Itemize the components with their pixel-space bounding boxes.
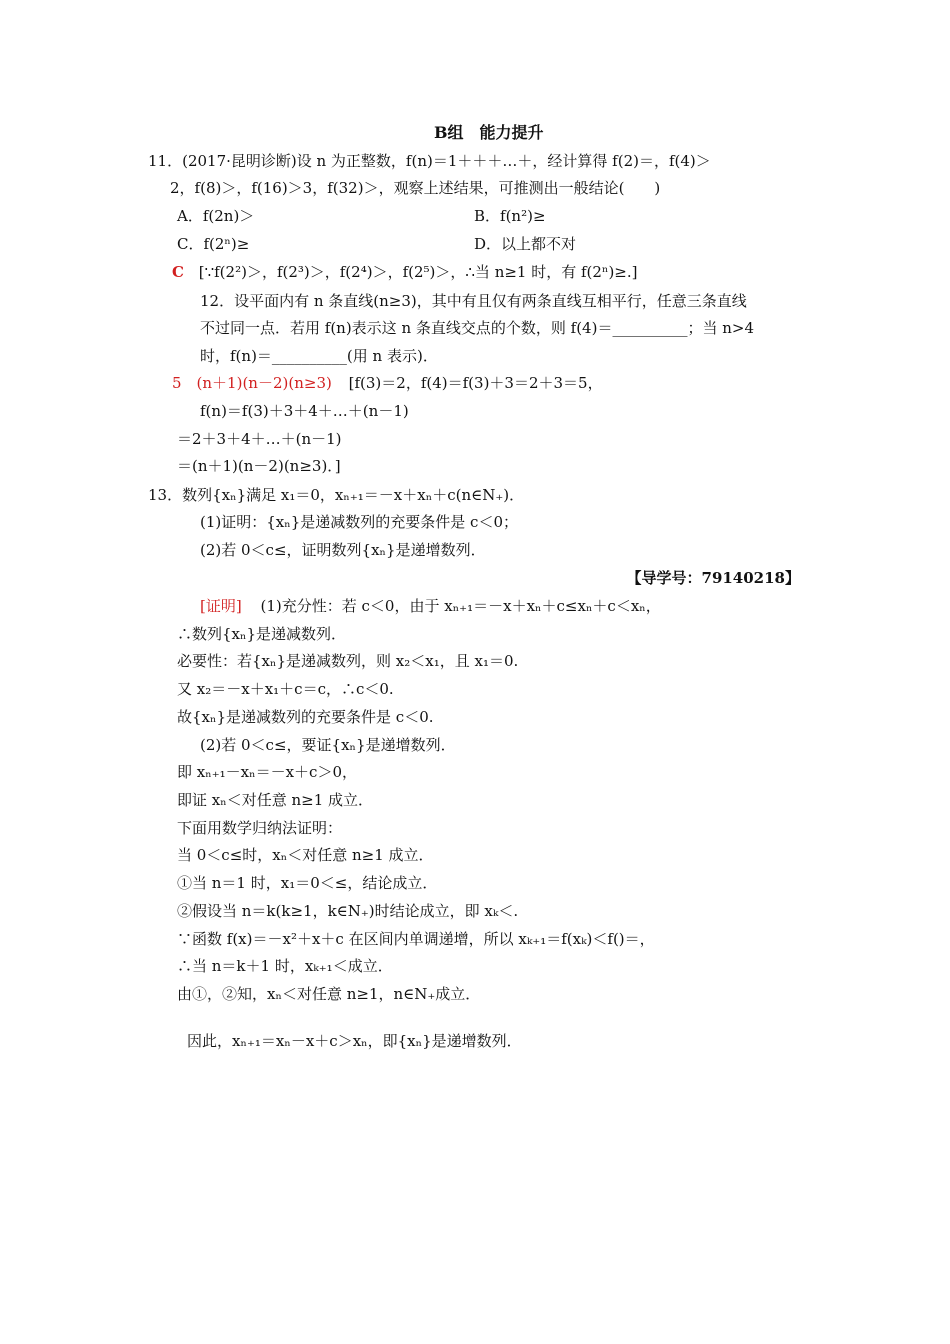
q12-answer (172, 373, 603, 393)
q11-line-1: 11．(2017·昆明诊断)设 n 为正整数，f(n)＝1＋＋＋…＋，经计算得 f(2)＝，f(4)＞ (148, 152, 711, 170)
guide-number: 【导学号：79140218】 (626, 569, 800, 587)
proof-line-6: (2)若 0＜c≤，要证{xₙ}是递增数列． (200, 736, 456, 754)
q12-step-2: ＝2＋3＋4＋…＋(n－1) (177, 430, 342, 448)
proof-conclusion: 因此，xₙ₊₁＝xₙ－x＋c＞xₙ，即{xₙ}是递增数列． (187, 1032, 522, 1050)
q11-line-2: 2，f(8)＞，f(16)＞3，f(32)＞，观察上述结果，可推测出一般结论( ) (170, 179, 661, 197)
proof-line-12: ②假设当 n＝k(k≥1，k∈N₊)时结论成立，即 xₖ＜. (177, 902, 519, 920)
proof-line-10: 当 0＜c≤时，xₙ＜对任意 n≥1 成立． (177, 846, 434, 864)
q12-answer-explanation: [f(3)＝2，f(4)＝f(3)＋3＝2＋3＝5， (348, 374, 603, 392)
proof-line-2: ∴数列{xₙ}是递减数列． (177, 625, 347, 643)
q12-line-1: 12．设平面内有 n 条直线(n≥3)，其中有且仅有两条直线互相平行，任意三条直线 (200, 292, 747, 310)
proof-tag: [证明] (200, 597, 242, 615)
q11-option-a: A．f(2n)＞ (177, 207, 255, 225)
proof-line-8: 即证 xₙ＜对任意 n≥1 成立． (177, 791, 374, 809)
q11-option-c: C．f(2ⁿ)≥ (177, 235, 250, 253)
q12-answer-values: 5 (n＋1)(n－2)(n≥3) (172, 374, 332, 392)
proof-line-13: ∵函数 f(x)＝－x²＋x＋c 在区间内单调递增，所以 xₖ₊₁＝f(xₖ)＜f()＝， (177, 930, 655, 948)
proof-line-1 (200, 596, 661, 616)
q11-answer (172, 262, 637, 282)
proof-line-9: 下面用数学归纳法证明： (177, 819, 343, 837)
q11-option-d: D．以上都不对 (474, 235, 577, 253)
proof-line-15: 由①，②知，xₙ＜对任意 n≥1，n∈N₊成立． (177, 985, 481, 1003)
proof-line-3: 必要性：若{xₙ}是递减数列，则 x₂＜x₁，且 x₁＝0. (177, 652, 519, 670)
proof-sufficiency: (1)充分性：若 c＜0，由于 xₙ₊₁＝－x＋xₙ＋c≤xₙ＋c＜xₙ， (260, 597, 661, 615)
q11-option-b: B．f(n²)≥ (474, 207, 546, 225)
q13-line-1: 13．数列{xₙ}满足 x₁＝0，xₙ₊₁＝－x＋xₙ＋c(n∈N₊)． (148, 486, 525, 504)
q12-line-3: 时，f(n)＝__________(用 n 表示)． (200, 347, 438, 365)
q12-step-3: ＝(n＋1)(n－2)(n≥3)．] (177, 457, 341, 475)
q12-step-1: f(n)＝f(3)＋3＋4＋…＋(n－1) (200, 402, 409, 420)
proof-line-7: 即 xₙ₊₁－xₙ＝－x＋c＞0， (177, 763, 358, 781)
q12-line-2: 不过同一点．若用 f(n)表示这 n 条直线交点的个数，则 f(4)＝__________；当 n>4 (200, 319, 754, 337)
q11-answer-explanation: [∵f(2²)＞，f(2³)＞，f(2⁴)＞，f(2⁵)＞，∴当 n≥1 时，有 f(2ⁿ)≥.] (198, 263, 638, 281)
q13-line-2: (1)证明：{xₙ}是递减数列的充要条件是 c＜0； (200, 513, 518, 531)
proof-line-4: 又 x₂＝－x＋x₁＋c＝c，∴c＜0. (177, 680, 394, 698)
section-title: B组 能力提升 (434, 123, 544, 142)
proof-line-11: ①当 n＝1 时，x₁＝0＜≤，结论成立． (177, 874, 438, 892)
proof-line-14: ∴当 n＝k＋1 时，xₖ₊₁＜成立． (177, 957, 393, 975)
proof-line-5: 故{xₙ}是递减数列的充要条件是 c＜0. (177, 708, 434, 726)
q11-answer-letter: C (172, 263, 184, 281)
q13-line-3: (2)若 0＜c≤，证明数列{xₙ}是递增数列． (200, 541, 486, 559)
